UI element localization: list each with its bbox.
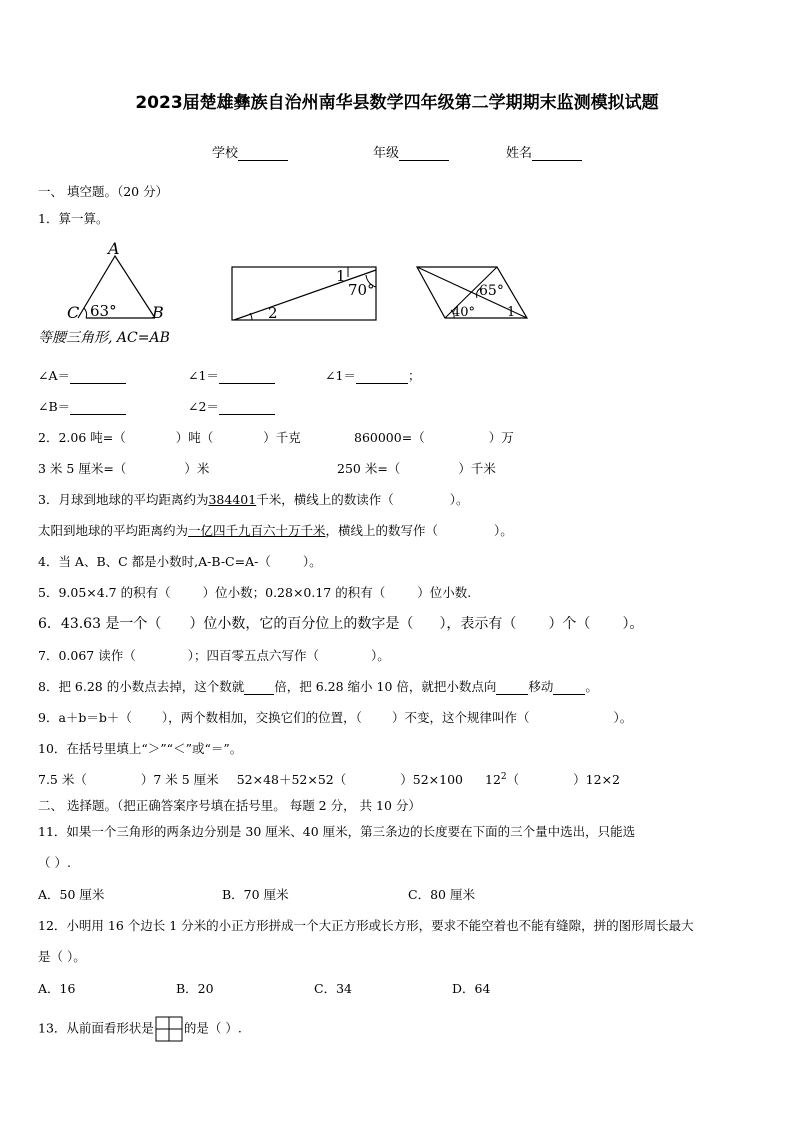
q12-option-a[interactable]: A．16	[38, 981, 76, 996]
q10-text: 10．在括号里填上“＞”“＜”或“＝”。	[38, 741, 243, 756]
q4-text: 4．当 A、B、C 都是小数时,A-B-C=A-（ ）。	[38, 554, 322, 569]
q3-line2: 太阳到地球的平均距离约为一亿四千九百六十万千米，横线上的数写作（ ）。	[38, 523, 513, 538]
answer-angle-a-label: ∠A＝	[38, 368, 71, 383]
q2-line2: 3 米 5 厘米=（ ）米	[38, 461, 210, 476]
front-view-shape-icon	[155, 1015, 183, 1043]
q8-text: 8．把 6.28 的小数点去掉，这个数就 倍，把 6.28 缩小 10 倍，就把小数点向 移动 。	[38, 679, 598, 694]
q11-line1: 11．如果一个三角形的两条边分别是 30 厘米、40 厘米，第三条边的长度要在下面的三个量中选出，只能选	[38, 824, 636, 839]
answer-angle-2-label: ∠2＝	[188, 399, 219, 414]
answer-angle-1[interactable]	[188, 366, 275, 384]
label-b: B	[152, 303, 164, 322]
q12-line1: 12．小明用 16 个边长 1 分米的小正方形拼成一个大正方形或长方形，要求不能空着也不能有缝隙，拼的图形周长最大	[38, 918, 694, 933]
answer-angle-a[interactable]	[38, 366, 126, 384]
q1-text: 1．算一算。	[38, 211, 109, 226]
answer-angle-1-label: ∠1＝	[188, 368, 219, 383]
label-c: C	[67, 303, 80, 322]
q12-option-d[interactable]: D．64	[452, 981, 491, 996]
q11-option-b[interactable]: B．70 厘米	[222, 887, 289, 902]
q2-line1: 2．2.06 吨=（ ）吨（ ）千克	[38, 430, 301, 445]
rectangle-figure	[230, 265, 380, 325]
answer-angle-1b[interactable]: ∠1＝ ；	[325, 368, 421, 383]
q2-line1-right: 860000=（ ）万	[354, 430, 514, 445]
q11-option-a[interactable]: A．50 厘米	[38, 887, 105, 902]
q2-line2-right: 250 米=（ ）千米	[337, 461, 496, 476]
section-2-heading: 二、 选择题。（把正确答案序号填在括号里。 每题 2 分， 共 10 分）	[38, 798, 421, 813]
section-1-heading: 一、 填空题。（20 分）	[38, 184, 169, 199]
q10-items: 7.5 米（ ）7 米 5 厘米 52×48＋52×52（ ）52×100 $12^2$（ ）12×2	[38, 771, 621, 787]
grade-field[interactable]	[373, 142, 449, 161]
angle-40-label: 40°	[452, 305, 476, 320]
q11-option-c[interactable]: C．80 厘米	[408, 887, 475, 902]
name-field[interactable]	[506, 142, 582, 161]
angle-63-label: 63°	[90, 302, 117, 320]
q12-option-b[interactable]: B．20	[176, 981, 214, 996]
q3-line1: 3．月球到地球的平均距离约为384401千米，横线上的数读作（ ）。	[38, 492, 469, 507]
angle-65-label: 65°	[479, 283, 504, 299]
q12-line2: 是（ ）。	[38, 949, 86, 964]
answer-angle-b[interactable]	[38, 397, 126, 415]
fig1-caption: 等腰三角形, AC=AB	[38, 330, 170, 346]
q13-text: 13．从前面看形状是 的是（ ）.	[38, 1015, 242, 1043]
isosceles-triangle-figure	[60, 238, 180, 323]
answer-angle-1b-label: ∠1＝	[325, 368, 356, 383]
q11-line2: （ ）.	[38, 855, 71, 870]
angle-2-label: 2	[268, 304, 278, 322]
q12-option-c[interactable]: C．34	[314, 981, 352, 996]
school-field[interactable]	[212, 142, 288, 161]
school-label: 学校	[212, 146, 239, 161]
name-label: 姓名	[506, 146, 533, 161]
q5-text: 5．9.05×4.7 的积有（ ）位小数；0.28×0.17 的积有（ ）位小数.	[38, 585, 472, 600]
answer-angle-b-label: ∠B＝	[38, 399, 71, 414]
angle-70-label: 70°	[348, 281, 375, 299]
grade-label: 年级	[373, 146, 400, 161]
q9-text: 9．a＋b＝b＋（ ），两个数相加，交换它们的位置，（ ）不变，这个规律叫作（ ）。	[38, 710, 633, 725]
q7-text: 7．0.067 读作（ ）；四百零五点六写作（ ）。	[38, 648, 390, 663]
parallelogram-figure	[415, 264, 530, 324]
angle-1b-label: 1	[507, 305, 516, 320]
angle-1-label: 1	[336, 267, 346, 285]
label-a: A	[108, 239, 120, 258]
page-title: 2023届楚雄彝族自治州南华县数学四年级第二学期期末监测模拟试题	[135, 93, 659, 113]
q6-text: 6．43.63 是一个（ ）位小数，它的百分位上的数字是（ ），表示有（ ）个（ ）。	[38, 616, 644, 632]
answer-angle-2[interactable]	[188, 397, 275, 415]
